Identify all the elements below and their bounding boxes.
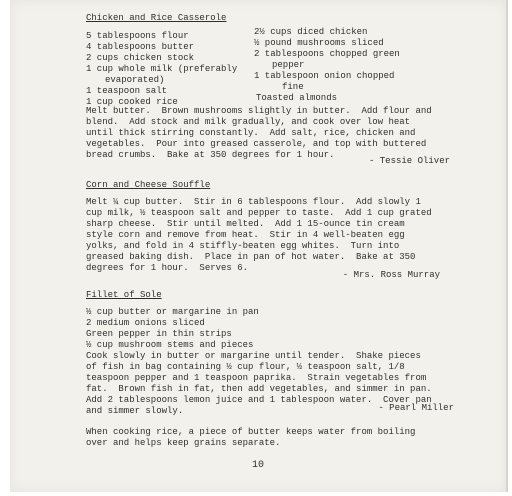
direction-line: cup milk, ½ teaspoon salt and pepper to taste. Add 1 cup grated [86,208,432,218]
ingredient-line: 1 teaspoon salt [86,86,168,96]
direction-line: fat. Brown fish in fat, then add vegetables, and simmer in pan. [86,384,432,394]
ingredient-line: 1 tablespoon onion chopped [254,71,395,81]
ingredient-line: Toasted almonds [256,93,338,103]
direction-line: yolks, and fold in 4 stiffly-beaten egg whites. Turn into [86,241,400,251]
ingredient-line: 4 tablespoons butter [86,42,195,52]
direction-line: Add 2 tablespoons lemon juice and 1 tablespoon water. Cover pan [86,395,432,405]
page-number: 10 [252,460,265,471]
direction-line: and simmer slowly. [86,406,184,416]
ingredient-line: 5 tablespoons flour [86,31,189,41]
ingredient-line: pepper [272,60,305,70]
direction-line: sharp cheese. Stir until melted. Add 1 15-ounce tin cream [86,219,405,229]
ingredient-line: ½ cup mushroom stems and pieces [86,340,254,350]
recipe-title: Chicken and Rice Casserole [86,13,227,23]
ingredient-line: evaporated) [105,75,165,85]
ingredient-line: ½ pound mushrooms sliced [254,38,384,48]
recipe-author: - Pearl Miller [378,403,454,413]
direction-line: degrees for 1 hour. Serves 6. [86,263,249,273]
direction-line: until thick stirring constantly. Add salt, rice, chicken and [86,128,416,138]
recipe-title: Corn and Cheese Souffle [86,180,211,190]
ingredient-line: 2 cups chicken stock [86,53,195,63]
ingredient-line: 2 tablespoons chopped green [254,49,400,59]
recipe-author: - Tessie Oliver [368,156,450,166]
direction-line: Cook slowly in butter or margarine until tender. Shake pieces [86,351,421,361]
direction-line: blend. Add stock and milk gradually, and cook over low heat [86,117,411,127]
tip-line: over and helps keep grains separate. [86,438,281,448]
direction-line: vegetables. Pour into greased casserole, and top with buttered [86,139,427,149]
direction-line: of fish in bag containing ½ cup flour, ½ teaspoon salt, 1/8 [86,362,405,372]
tip-line: When cooking rice, a piece of butter keeps water from boiling [86,427,416,437]
ingredient-line: 1 cup cooked rice [86,97,178,107]
direction-line: Melt ¼ cup butter. Stir in 6 tablespoons flour. Add slowly 1 [86,197,421,207]
ingredient-line: fine [282,82,304,92]
direction-line: bread crumbs. Bake at 350 degrees for 1 hour. [86,150,335,160]
ingredient-line: 2 medium onions sliced [86,318,205,328]
direction-line: style corn and remove from heat. Stir in 4 well-beaten egg [86,230,405,240]
direction-line: teaspoon pepper and 1 teaspoon paprika. Strain vegetables from [86,373,427,383]
recipe-title: Fillet of Sole [86,290,162,300]
ingredient-line: 2½ cups diced chicken [254,27,368,37]
ingredient-line: Green pepper in thin strips [86,329,232,339]
cookbook-page [10,0,508,492]
ingredient-line: ½ cup butter or margarine in pan [86,307,259,317]
direction-line: greased baking dish. Place in pan of hot water. Bake at 350 [86,252,416,262]
direction-line: Melt butter. Brown mushrooms slightly in butter. Add flour and [86,106,432,116]
recipe-author: - Mrs. Ross Murray [342,270,440,280]
ingredient-line: 1 cup whole milk (preferably [86,64,238,74]
